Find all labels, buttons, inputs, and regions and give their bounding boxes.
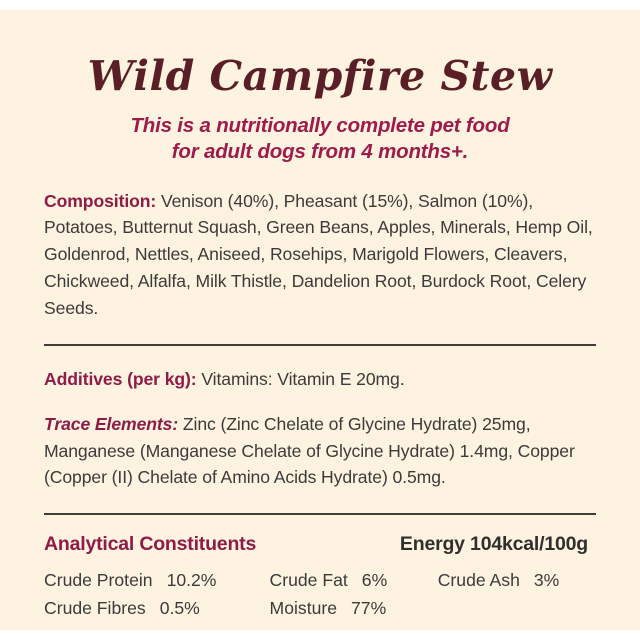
additives-section [44, 366, 596, 491]
subtitle [44, 113, 596, 165]
divider-2 [44, 513, 596, 515]
additives-paragraph [44, 366, 596, 393]
energy-value: Energy 104kcal/100g [399, 533, 588, 556]
constituent-name: Moisture [269, 598, 338, 619]
constituent-cell [44, 594, 270, 622]
constituent-value: 6% [361, 570, 388, 591]
constituent-cell [270, 566, 438, 594]
composition-heading: Composition: [44, 190, 157, 211]
composition-section [44, 188, 596, 323]
constituent-cell [44, 566, 270, 594]
additives-heading: Additives (per kg): [44, 369, 197, 390]
constituent-value: 77% [351, 598, 387, 619]
trace-elements-text: Zinc (Zinc Chelate of Glycine Hydrate) 25mg, Manganese (Manganese Chelate of Glycine Hydrate) 1.4mg, Copper (Copper (II) Chelate of Amino Acids Hydrate) 0.5mg. [44, 413, 575, 488]
subtitle-line-2: for adult dogs from 4 months+. [171, 140, 469, 164]
constituent-value: 10.2% [166, 570, 217, 591]
analytical-header-row [44, 533, 596, 556]
constituents-table [44, 566, 596, 622]
page-title: Wild Campfire Stew [87, 52, 553, 100]
table-row [44, 594, 596, 622]
product-label-panel [0, 10, 640, 630]
constituent-name: Crude Protein [44, 570, 153, 591]
composition-text: Venison (40%), Pheasant (15%), Salmon (10%), Potatoes, Butternut Squash, Green Beans, Apples, Minerals, Hemp Oil, Goldenrod, Nettles, Aniseed, Rosehips, Marigold Flowers, Cleavers, Chickweed, Alfalfa, Milk Thistle, Dandelion Root, Burdock Root, Celery Seeds. [44, 190, 593, 319]
composition-paragraph [44, 188, 596, 323]
constituent-name: Crude Ash [437, 570, 520, 591]
constituent-cell [270, 594, 438, 622]
constituent-value: 3% [533, 570, 560, 591]
constituent-value: 0.5% [159, 598, 200, 619]
constituent-cell [438, 566, 596, 594]
constituent-name: Crude Fibres [44, 598, 146, 619]
divider-1 [44, 344, 596, 346]
table-row [44, 566, 596, 594]
additives-text: Vitamins: Vitamin E 20mg. [196, 369, 405, 390]
subtitle-line-1: This is a nutritionally complete pet food [130, 114, 510, 138]
trace-elements-heading: Trace Elements: [44, 413, 179, 434]
constituent-cell [438, 594, 596, 622]
analytical-constituents-heading: Analytical Constituents [44, 533, 257, 556]
constituent-name: Crude Fat [269, 570, 348, 591]
trace-elements-paragraph [44, 411, 596, 492]
